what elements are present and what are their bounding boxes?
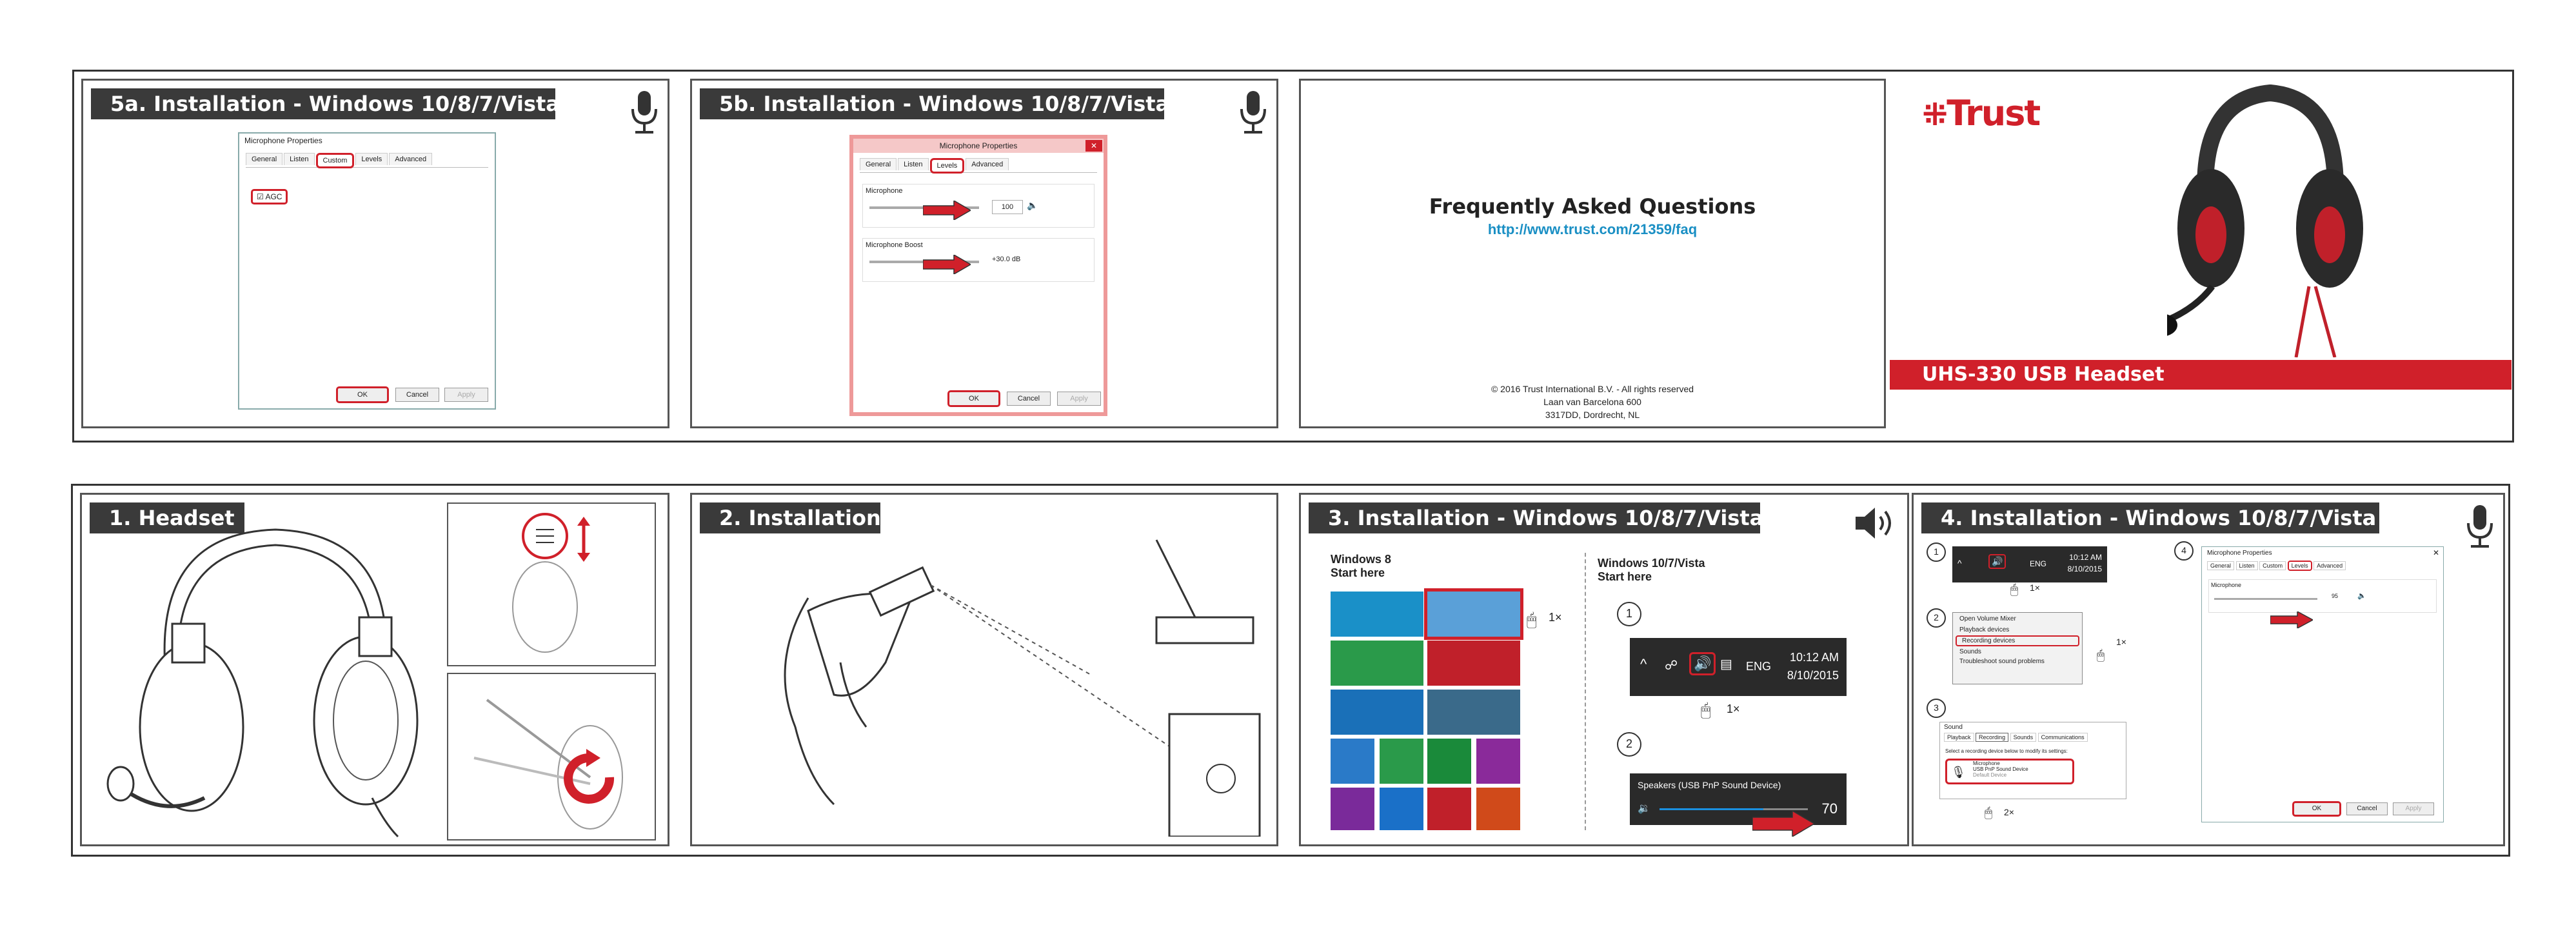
microphone-icon (630, 90, 659, 135)
tab-general[interactable]: General (860, 158, 897, 170)
language-indicator[interactable]: ENG (2030, 559, 2047, 568)
tab-listen[interactable]: Listen (2236, 561, 2258, 570)
desktop-tile[interactable] (1427, 592, 1520, 637)
microphone-icon (1239, 90, 1267, 135)
notification-icon[interactable]: ▤ (1720, 657, 1732, 671)
tab-levels[interactable]: Levels (355, 153, 388, 165)
sound-hint: Select a recording device below to modify its settings: (1945, 748, 2068, 754)
apply-button[interactable]: Apply (444, 388, 488, 402)
tile[interactable] (1476, 739, 1520, 784)
microphone-properties-dialog (2201, 546, 2444, 822)
network-icon[interactable]: ☍ (1665, 659, 1678, 673)
ear-cup-adjust-illustration (448, 504, 655, 665)
clicks-3: 2× (2004, 807, 2014, 817)
tile[interactable] (1331, 739, 1374, 784)
checkbox-icon: ☑ (257, 192, 264, 201)
menu-item[interactable]: Playback devices (1959, 626, 2010, 633)
microphone-value[interactable]: 100 (992, 200, 1023, 214)
chevron-up-icon[interactable]: ^ (1640, 656, 1647, 672)
tab-advanced[interactable]: Advanced (966, 158, 1009, 170)
tab-general[interactable]: General (246, 153, 282, 165)
product-name-banner (1890, 360, 2512, 390)
headset-line-drawing (95, 514, 456, 843)
trust-logo-mark-icon: ⁜ (1922, 97, 1947, 133)
win8-label-line-1: Windows 8 (1331, 553, 1391, 566)
tile[interactable] (1427, 641, 1520, 686)
win10-label-line-1: Windows 10/7/Vista (1598, 557, 1705, 570)
red-arrow-icon (923, 201, 971, 220)
panel-cover (1890, 74, 2512, 440)
ok-button[interactable]: OK (336, 386, 389, 403)
tab-custom[interactable]: Custom (2259, 561, 2286, 570)
volume-icon[interactable]: 🔊 (1988, 554, 2006, 569)
apply-button[interactable]: Apply (1057, 392, 1101, 406)
panel-faq (1299, 79, 1886, 428)
usb-plug-illustration (757, 533, 1273, 837)
tab-advanced[interactable]: Advanced (389, 153, 432, 165)
ok-button[interactable]: OK (947, 390, 1000, 407)
mouse-icon: 🖱 (2010, 582, 2018, 597)
panel-title: 2. Installation (700, 502, 880, 533)
microphone-device-icon: 🎙 (1951, 766, 1966, 779)
boost-group (862, 238, 1095, 282)
step-number: 3 (1927, 699, 1946, 718)
detail-box-mic (447, 673, 656, 840)
agc-checkbox[interactable] (251, 189, 288, 204)
clicks-tile: 1× (1549, 611, 1562, 624)
mouse-icon: 🖱 (1985, 806, 1992, 820)
tile[interactable] (1380, 739, 1423, 784)
step-number: 1 (1927, 542, 1946, 562)
tab-listen[interactable]: Listen (898, 158, 928, 170)
clicks-1: 1× (2030, 582, 2040, 593)
microphone-device-item[interactable] (1945, 759, 2074, 784)
dialog-tabs (2207, 562, 2346, 569)
boost-label: Microphone Boost (866, 241, 923, 249)
clicks-tray: 1× (1727, 702, 1740, 715)
microphone-group (862, 184, 1095, 228)
dialog-title: Microphone Properties (244, 136, 322, 145)
tile[interactable] (1427, 788, 1471, 830)
panel-title: 3. Installation - Windows 10/8/7/Vista (1309, 502, 1760, 533)
taskbar-tray (1630, 638, 1847, 696)
dialog-tabs (860, 158, 1097, 173)
address-line-1: Laan van Barcelona 600 (1543, 397, 1641, 407)
tray-time: 10:12 AM (1789, 651, 1839, 664)
sound-dialog (1939, 722, 2126, 799)
tile[interactable] (1331, 592, 1423, 637)
red-arrow-icon (923, 255, 971, 274)
tab-listen[interactable]: Listen (284, 153, 314, 165)
close-icon[interactable]: ✕ (1085, 140, 1102, 152)
ok-button[interactable]: OK (2292, 801, 2341, 817)
tab-sounds[interactable]: Sounds (2010, 733, 2037, 742)
dialog-tabs (1944, 734, 2088, 741)
panel-4-installation (1912, 493, 2505, 846)
product-name: UHS-330 USB Headset (1922, 363, 2165, 386)
address-line-2: 3317DD, Dordrecht, NL (1545, 410, 1640, 420)
tab-general[interactable]: General (2207, 561, 2234, 570)
language-indicator[interactable]: ENG (1746, 660, 1772, 673)
faq-link[interactable]: http://www.trust.com/21359/faq (1487, 221, 1698, 237)
tile[interactable] (1476, 788, 1520, 830)
device-sub-2: Default Device (1973, 772, 2007, 778)
dialog-tabs (246, 153, 488, 168)
volume-icon[interactable]: 🔊 (1689, 652, 1716, 675)
divider (1585, 553, 1586, 830)
faq-heading: Frequently Asked Questions (1429, 194, 1756, 219)
tab-custom[interactable]: Custom (316, 153, 355, 168)
microphone-properties-dialog (849, 135, 1107, 416)
mic-boom-rotate-illustration (448, 674, 655, 839)
cancel-button[interactable]: Cancel (395, 388, 439, 402)
cancel-button[interactable]: Cancel (2346, 802, 2388, 815)
microphone-value[interactable]: 95 (2332, 593, 2339, 599)
cancel-button[interactable]: Cancel (1007, 392, 1051, 406)
apply-button[interactable]: Apply (2393, 802, 2434, 815)
mouse-icon: 🖱 (1527, 610, 1537, 629)
tray-date: 8/10/2015 (2067, 564, 2102, 573)
agc-label: AGC (265, 192, 282, 201)
panel-title: 5a. Installation - Windows 10/8/7/Vista (91, 88, 555, 119)
win8-label-line-2: Start here (1331, 566, 1385, 579)
speakers-device: (USB PnP Sound Device) (1678, 780, 1781, 790)
brand-name: Trust (1947, 93, 2040, 134)
chevron-up-icon[interactable]: ^ (1957, 558, 1962, 568)
device-sub-1: USB PnP Sound Device (1973, 766, 2028, 772)
trust-logo (1922, 93, 2039, 134)
menu-item[interactable]: Sounds (1959, 648, 1981, 655)
menu-item[interactable]: Troubleshoot sound problems (1959, 658, 2045, 665)
mouse-icon: 🖱 (2097, 648, 2105, 662)
tile[interactable] (1331, 641, 1423, 686)
tile[interactable] (1427, 690, 1520, 735)
dialog-title: Microphone Properties (853, 139, 1104, 153)
mouse-icon: 🖱 (1701, 700, 1711, 719)
win8-label (1331, 553, 1391, 580)
tab-recording[interactable]: Recording (1976, 733, 2008, 742)
tab-advanced[interactable]: Advanced (2313, 561, 2346, 570)
dialog-title: Microphone Properties (2207, 550, 2272, 557)
taskbar-tray (1952, 546, 2107, 582)
tray-time: 10:12 AM (2069, 553, 2102, 562)
tab-playback[interactable]: Playback (1944, 733, 1974, 742)
step-number: 1 (1617, 602, 1641, 626)
clicks-2: 1× (2116, 637, 2126, 647)
panel-5a (81, 79, 669, 428)
volume-slider-fill (1660, 808, 1763, 810)
microphone-icon (2466, 504, 2494, 549)
menu-item[interactable]: Open Volume Mixer (1959, 615, 2016, 622)
copyright-text: © 2016 Trust International B.V. - All rights reserved (1491, 384, 1694, 394)
device-name: Microphone (1973, 761, 2000, 766)
step-number: 4 (2174, 541, 2194, 561)
microphone-slider[interactable] (2214, 598, 2317, 600)
tray-context-menu (1952, 612, 2083, 684)
detail-box-adjust (447, 502, 656, 666)
win8-start-tiles (1331, 592, 1524, 830)
microphone-group (2208, 579, 2437, 613)
tab-levels[interactable]: Levels (2288, 561, 2312, 571)
speaker-icon[interactable]: 🔈 (1027, 200, 1038, 210)
panel-1-headset (80, 493, 669, 846)
win10-label (1598, 557, 1705, 584)
tile[interactable] (1380, 788, 1423, 830)
red-arrow-icon (2270, 612, 2313, 628)
step-number: 2 (1617, 732, 1641, 757)
dialog-title: Sound (1944, 724, 1963, 731)
panel-title: 4. Installation - Windows 10/8/7/Vista (1921, 502, 2379, 533)
microphone-label: Microphone (866, 187, 903, 195)
tab-levels[interactable]: Levels (930, 158, 965, 174)
tray-date: 8/10/2015 (1787, 669, 1839, 682)
microphone-label: Microphone (2211, 582, 2242, 588)
panel-2-installation (690, 493, 1278, 846)
tile[interactable] (1331, 690, 1423, 735)
panel-title: 1. Headset (90, 502, 244, 533)
microphone-properties-dialog (238, 132, 496, 410)
speakers-label (1638, 780, 1781, 790)
menu-item-recording-devices[interactable]: Recording devices (1956, 635, 2079, 646)
close-icon[interactable]: ✕ (2432, 548, 2439, 557)
red-arrow-icon (1752, 811, 1814, 837)
speaker-volume-icon (1853, 504, 1898, 542)
tile[interactable] (1331, 788, 1374, 830)
step-number: 2 (1927, 608, 1946, 628)
panel-5b (690, 79, 1278, 428)
volume-icon[interactable]: 🔉 (1638, 803, 1650, 814)
panel-title: 5b. Installation - Windows 10/8/7/Vista (700, 88, 1164, 119)
boost-value: +30.0 dB (992, 255, 1021, 263)
tile[interactable] (1427, 739, 1471, 784)
speaker-icon[interactable]: 🔈 (2357, 592, 2366, 600)
speakers-name: Speakers (1638, 780, 1676, 790)
volume-value: 70 (1821, 801, 1838, 817)
tab-communications[interactable]: Communications (2038, 733, 2088, 742)
win10-label-line-2: Start here (1598, 570, 1652, 583)
headset-product-image (2167, 80, 2373, 357)
panel-3-installation (1299, 493, 1909, 846)
